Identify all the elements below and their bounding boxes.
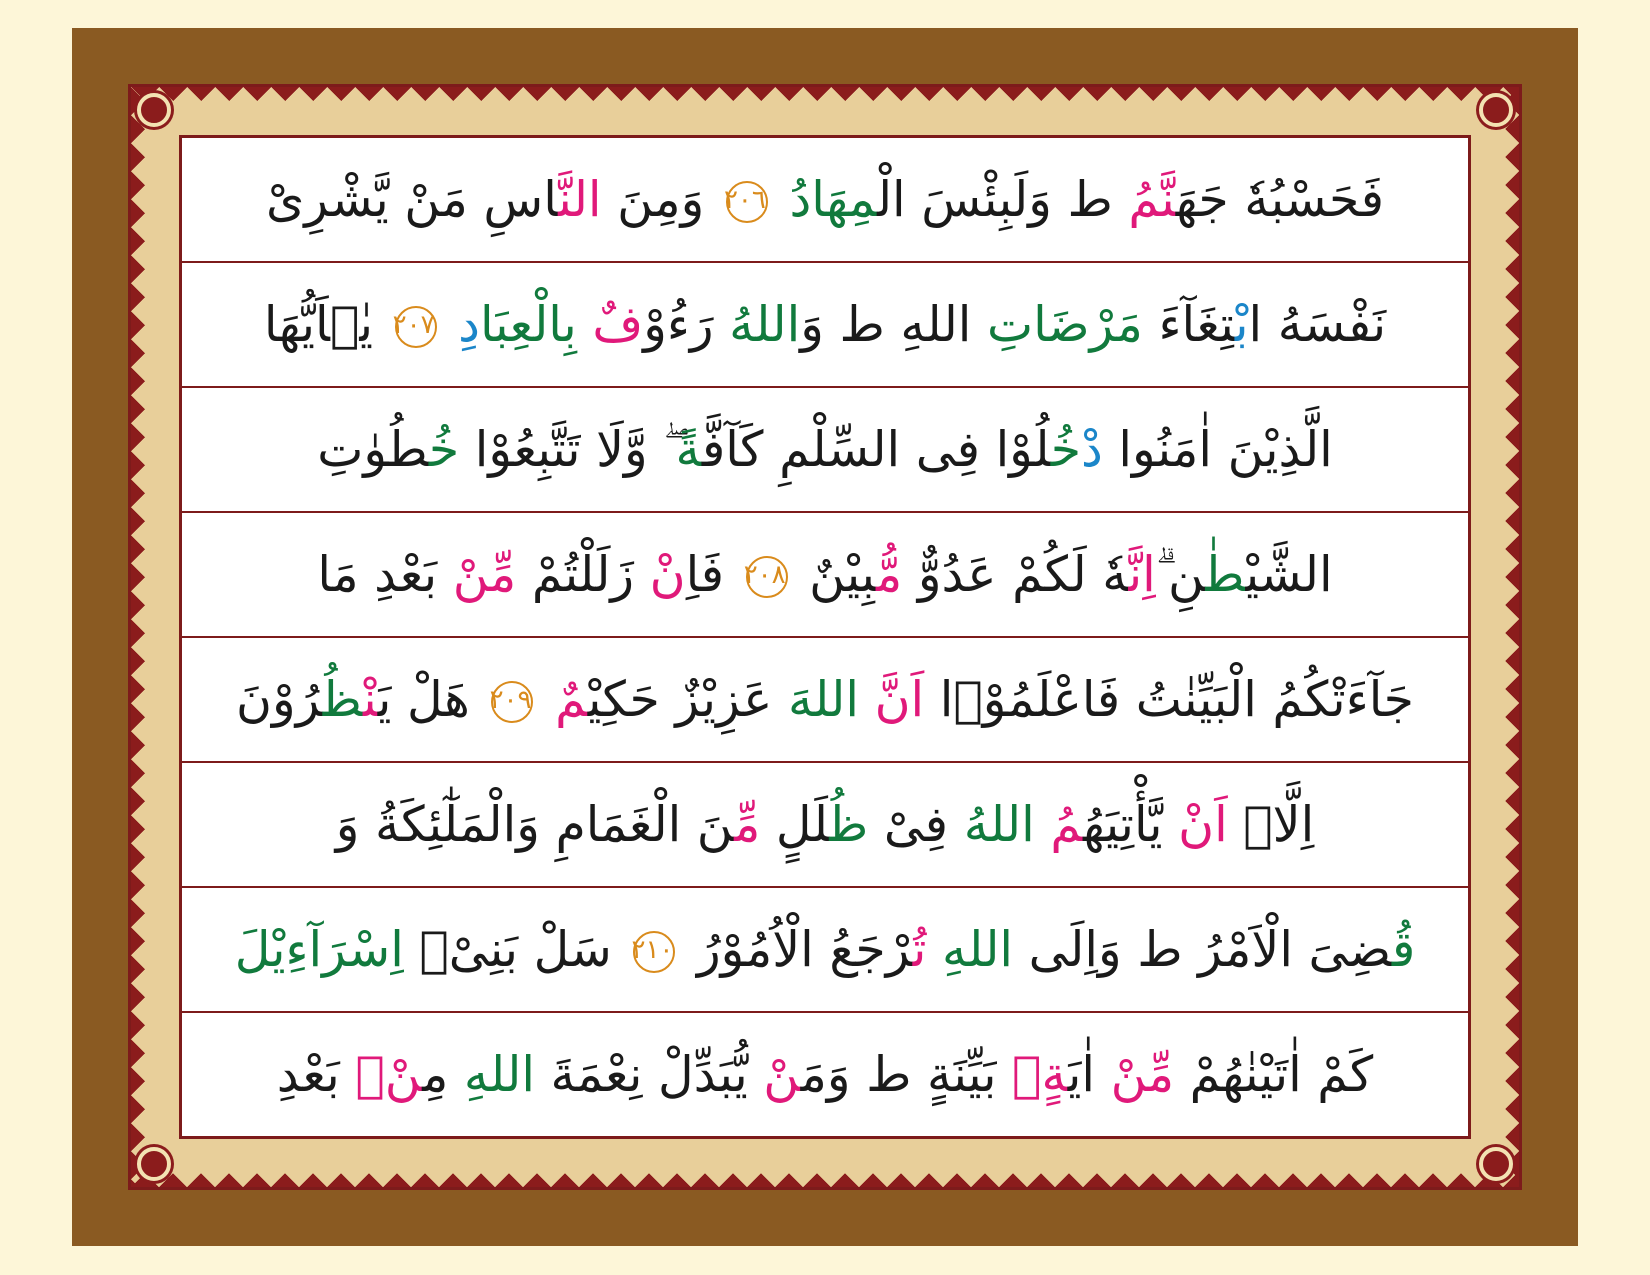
- ayah-segment: مَنْ يَّشْرِىْ: [265, 170, 484, 228]
- ayah-segment: ظُ: [829, 795, 869, 853]
- ayah-number-marker: ٢٠٩: [491, 681, 533, 723]
- ayah-segment: سَلْ بَنِىْۤ: [403, 920, 628, 978]
- ayah-number-marker: ٢٠٨: [746, 556, 788, 598]
- ayah-text: [317, 420, 1333, 478]
- ayah-segment: بَعْدِ: [276, 1045, 356, 1103]
- ayah-segment: نَ الْغَمَامِ: [555, 795, 735, 853]
- ayah-segment: مِهَادُ: [789, 170, 878, 228]
- ayah-text: [263, 295, 1387, 353]
- ayah-segment: [681, 921, 697, 978]
- ayah-segment: اِنَّ: [1128, 545, 1156, 603]
- ayah-segment: نْ: [362, 670, 378, 728]
- ayah-segment: مٌ: [555, 670, 588, 728]
- ayah-segment: عَزِيْزٌ حَكِيْ: [587, 670, 788, 728]
- ayah-segment: خُ: [1050, 420, 1082, 478]
- ayah-text: [317, 545, 1333, 603]
- ayah-segment: مُ: [1050, 795, 1083, 853]
- ayah-segment: ط وَلَبِئْسَ الْ: [877, 170, 1129, 228]
- ayah-segment: تُ: [912, 920, 942, 978]
- ayah-number-marker: ٢٠٧: [395, 306, 437, 348]
- ayah-segment: اللهُ: [729, 295, 801, 353]
- ayah-segment: ةً: [675, 420, 702, 478]
- ayah-segment: اِلَّاۤ: [1227, 795, 1315, 853]
- ayah-segment: فَحَسْبُهٗ جَهَ: [1175, 170, 1385, 228]
- ayah-line: [182, 888, 1468, 1013]
- ayah-segment: لُوْا فِى السِّلْمِ كَآفَّ: [701, 420, 1051, 478]
- ayah-segment: [443, 296, 459, 353]
- ayah-segment: ظُ: [322, 670, 363, 728]
- ayah-segment: زَلَلْتُمْ: [516, 545, 650, 603]
- ayah-segment: [539, 671, 555, 728]
- ayah-segment: لَلٍ: [760, 795, 830, 853]
- decorative-zigzag-border: [128, 84, 1522, 1190]
- ayah-segment: [774, 171, 790, 228]
- ayah-segment: جَآءَتْكُمُ الْبَيِّنٰتُ فَاعْلَمُوْۤا: [924, 670, 1414, 728]
- ayah-text: [265, 170, 1385, 228]
- ayah-segment: اللهِ: [941, 920, 1013, 978]
- ayah-segment: فَاِ: [685, 545, 740, 603]
- ayah-segment: بَيِّنَةٍ ط وَمَ: [800, 1045, 1013, 1103]
- ayah-segment: وَالْمَلٰٓئِكَةُ وَ: [335, 795, 556, 853]
- ayah-segment: نْ: [649, 545, 686, 603]
- ayah-segment: رُوْنَ: [236, 670, 323, 728]
- ayah-segment: نْۢ: [355, 1045, 423, 1103]
- corner-medallion-top-right: [1479, 93, 1513, 127]
- ayah-segment: ضِىَ الْاَمْرُ: [1198, 920, 1392, 978]
- outer-frame: [72, 28, 1578, 1246]
- ayah-segment: مِ: [422, 1045, 464, 1103]
- ayah-segment: دْ: [1081, 420, 1103, 478]
- quran-text-panel: [179, 135, 1471, 1139]
- ayah-segment: اَنَّ: [874, 670, 925, 728]
- ayah-segment: اللهِ: [463, 1045, 535, 1103]
- ayah-segment: مِنَ: [617, 170, 681, 228]
- ayah-line: [182, 638, 1468, 763]
- frame-mat: [128, 84, 1522, 1190]
- ayah-segment: اَنْ: [1178, 795, 1228, 853]
- ayah-segment: الشَّيْ: [1245, 545, 1333, 603]
- ayah-segment: طُوٰتِ: [317, 420, 429, 478]
- ayah-segment: يٰۤاَيُّهَا: [263, 295, 389, 353]
- ayah-segment: ط وَاِلَى: [1013, 920, 1199, 978]
- ayah-segment: مُّ: [876, 545, 903, 603]
- ayah-text: [236, 670, 1414, 728]
- ayah-line: [182, 1013, 1468, 1136]
- ayah-segment: ۖ وَّلَا تَتَّبِعُوْا: [459, 420, 676, 478]
- ayah-line: [182, 388, 1468, 513]
- ayah-segment: رَءُوْ: [643, 295, 730, 353]
- ayah-segment: نَّمُ: [1128, 170, 1176, 228]
- ayah-segment: بِيْنٌ: [809, 545, 877, 603]
- ayah-segment: نَفْسَهُ ا: [1248, 295, 1387, 353]
- ayah-segment: هَلْ يَ: [377, 670, 486, 728]
- ayah-segment: بِالْعِبَا: [479, 295, 593, 353]
- ayah-segment: هٗ لَكُمْ عَدُوٌّ: [902, 545, 1129, 603]
- corner-medallion-bottom-left: [137, 1147, 171, 1181]
- ayah-segment: فٌ: [592, 295, 644, 353]
- ayah-segment: بْ: [1234, 295, 1249, 353]
- ayah-line: [182, 763, 1468, 888]
- ayah-line: [182, 263, 1468, 388]
- ayah-segment: مَرْضَاتِ: [986, 295, 1143, 353]
- ayah-segment: طٰ: [1205, 545, 1246, 603]
- ayah-segment: اللهِ ط وَ: [800, 295, 987, 353]
- ayah-line: [182, 513, 1468, 638]
- ayah-segment: ةٍۭ: [1012, 1045, 1068, 1103]
- ayah-segment: اِسْرَآءِيْلَ: [234, 920, 404, 978]
- ayah-segment: فِىْ: [868, 795, 964, 853]
- ayah-segment: بَعْدِ مَا: [317, 545, 453, 603]
- ayah-segment: الَّذِيْنَ اٰمَنُوا: [1102, 420, 1333, 478]
- ayah-text: [335, 795, 1315, 853]
- ayah-text: [234, 920, 1416, 978]
- ayah-segment: قُ: [1391, 920, 1416, 978]
- ayah-number-marker: ٢١٠: [633, 931, 675, 973]
- ayah-segment: النَّ: [558, 170, 618, 228]
- ayah-segment: [794, 546, 810, 603]
- ayah-segment: اٰيَ: [1067, 1045, 1111, 1103]
- ayah-number-marker: ٢٠٦: [726, 181, 768, 223]
- corner-medallion-top-left: [137, 93, 171, 127]
- ayah-segment: رْجَعُ الْاُمُوْرُ: [696, 920, 913, 978]
- ayah-segment: تِغَآءَ: [1142, 295, 1235, 353]
- ayah-segment: مِّ: [734, 795, 761, 853]
- ayah-segment: وَ: [680, 170, 720, 228]
- ayah-segment: نْ: [763, 1045, 801, 1103]
- ayah-line: [182, 138, 1468, 263]
- ayah-segment: يَّأْتِيَهُ: [1082, 795, 1179, 853]
- ayah-segment: مِّنْ: [452, 545, 517, 603]
- ayah-segment: خُ: [428, 420, 460, 478]
- ayah-segment: نِ ۗ: [1155, 545, 1206, 603]
- ayah-segment: اسِ: [483, 170, 559, 228]
- ayah-segment: كَمْ اٰتَيْنٰهُمْ: [1174, 1045, 1374, 1103]
- ayah-segment: دِ: [458, 295, 480, 353]
- ayah-segment: مِّنْ: [1110, 1045, 1175, 1103]
- corner-medallion-bottom-right: [1479, 1147, 1513, 1181]
- ayah-segment: يُّبَدِّلْ نِعْمَةَ: [534, 1045, 764, 1103]
- ayah-segment: اللهُ: [963, 795, 1051, 853]
- ayah-text: [276, 1045, 1374, 1103]
- ayah-segment: اللهَ: [787, 670, 875, 728]
